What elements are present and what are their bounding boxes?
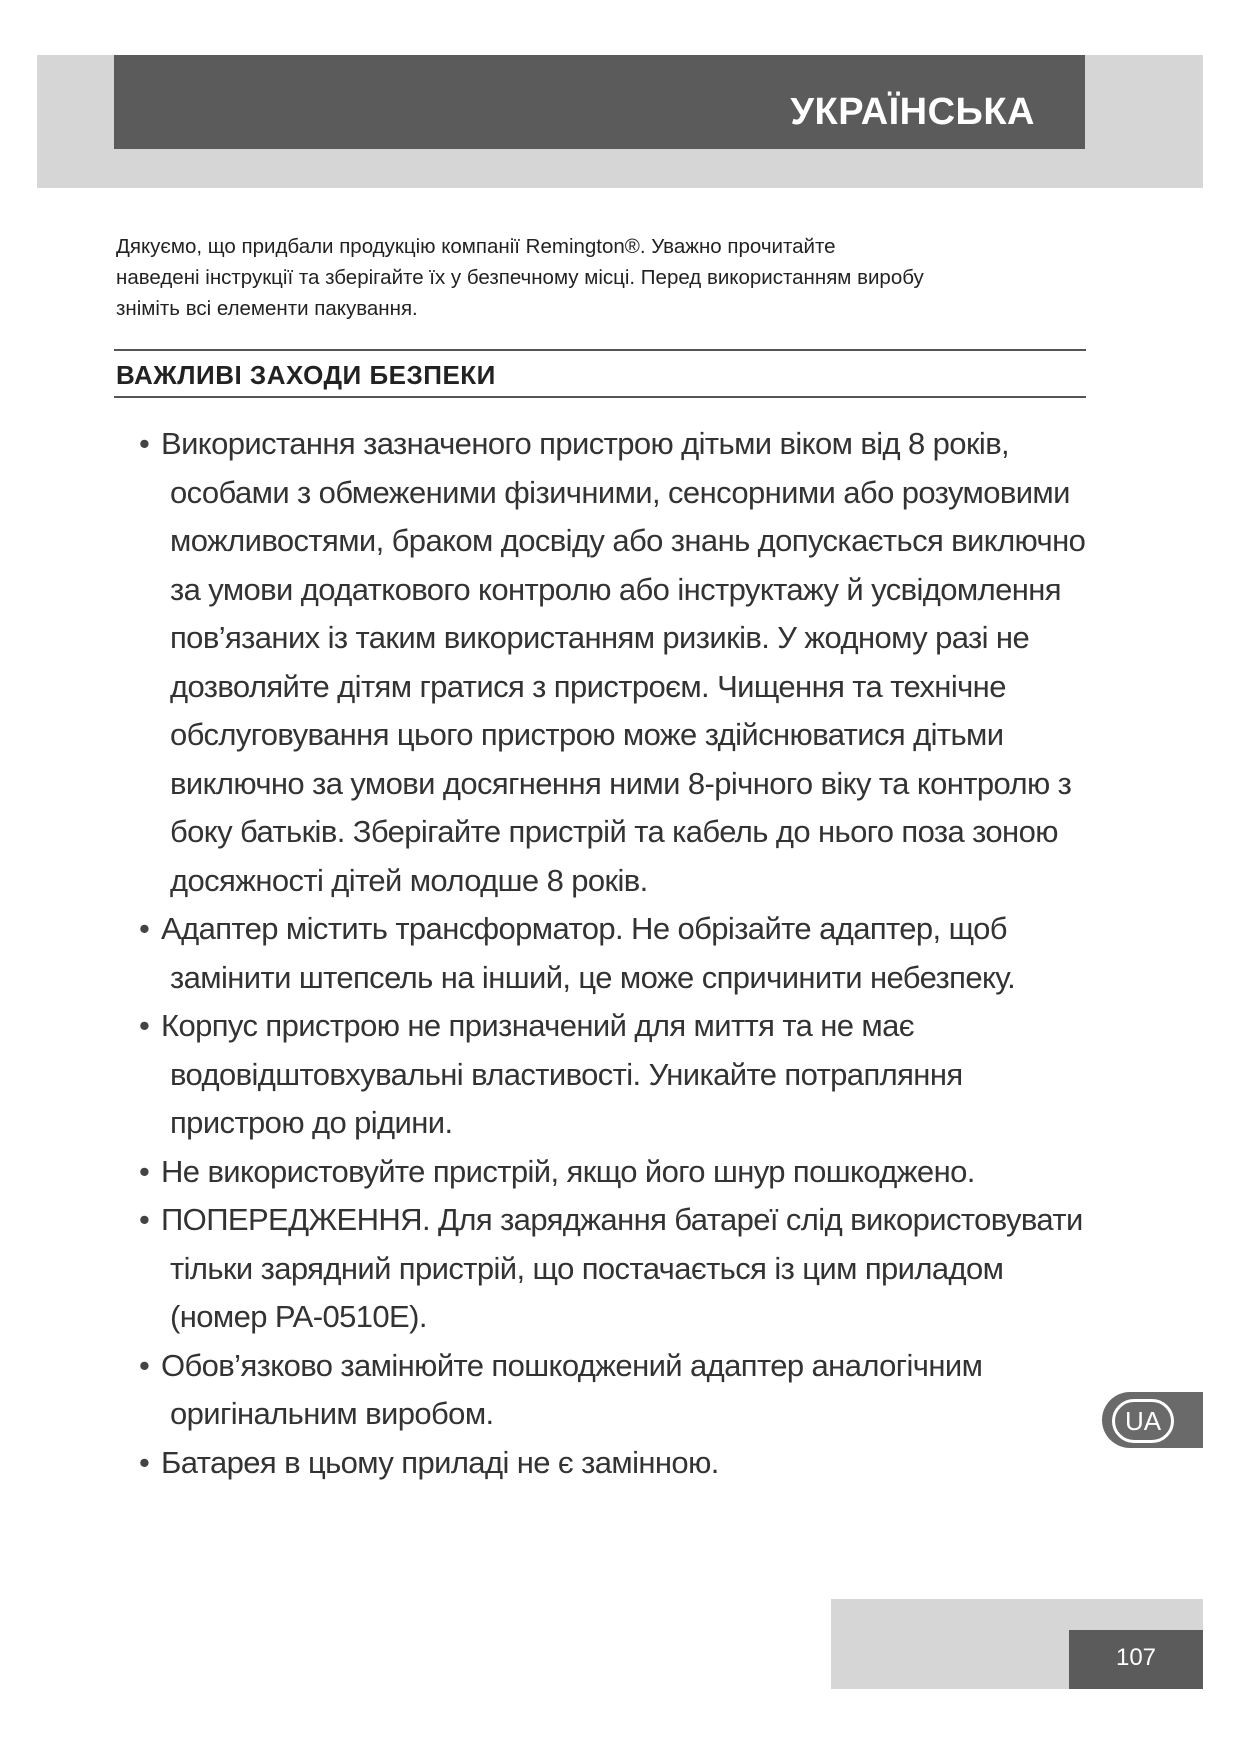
bullet-item bbox=[114, 420, 1094, 905]
intro-line: зніміть всі елементи пакування. bbox=[116, 297, 418, 320]
bullet-text: Корпус пристрою не призначений для миття та не має водовідштовхувальні властивості. Уникайте потрапляння пристрою до рідини. bbox=[161, 1008, 963, 1140]
bullet-text: ПОПЕРЕДЖЕННЯ. Для заряджання батареї слід використовувати тільки зарядний пристрій, що постачається із цим приладом (номер PA-0510E). bbox=[161, 1202, 1083, 1334]
bullet-item bbox=[114, 905, 1094, 1002]
bullet-item bbox=[114, 1439, 1094, 1488]
bullet-marker: • bbox=[139, 911, 150, 946]
language-title: УКРАЇНСЬКА bbox=[790, 91, 1035, 133]
bullet-text: Адаптер містить трансформатор. Не обрізайте адаптер, щоб замінити штепсель на інший, це може спричинити небезпеку. bbox=[161, 911, 1016, 995]
section-top-rule bbox=[114, 349, 1086, 351]
bullet-item bbox=[114, 1196, 1094, 1342]
intro-paragraph bbox=[116, 231, 1076, 324]
bullet-item bbox=[114, 1148, 1094, 1197]
bullet-text: Використання зазначеного пристрою дітьми віком від 8 років, особами з обмеженими фізичними, сенсорними або розумовими можливостями, браком досвіду або знань допускається виключно за умови додаткового контролю або інструктажу й усвідомлення пов’язаних із таким використанням ризиків. У жодному разі не дозволяйте дітям гратися з пристроєм. Чищення та технічне обслуговування цього пристрою може здійснюватися дітьми виключно за умови досягнення ними 8-річного віку та контролю з боку батьків. Зберігайте пристрій та кабель до нього поза зоною досяжності дітей молодше 8 років. bbox=[161, 426, 1086, 898]
bullet-text: Батарея в цьому приладі не є замінною. bbox=[161, 1444, 719, 1480]
language-badge: UA bbox=[1112, 1399, 1174, 1443]
bullet-marker: • bbox=[139, 1444, 150, 1480]
bullet-text: Не використовуйте пристрій, якщо його шнур пошкоджено. bbox=[161, 1153, 975, 1189]
bullet-item bbox=[114, 1002, 1094, 1148]
header-bar bbox=[114, 55, 1085, 149]
language-tab bbox=[1102, 1392, 1203, 1448]
footer-bar bbox=[1069, 1630, 1203, 1689]
safety-bullet-list bbox=[114, 420, 1094, 1487]
bullet-item bbox=[114, 1342, 1094, 1439]
section-title: ВАЖЛИВІ ЗАХОДИ БЕЗПЕКИ bbox=[116, 360, 496, 390]
page-number: 107 bbox=[1115, 1644, 1157, 1671]
section-bottom-rule bbox=[114, 396, 1086, 398]
bullet-marker: • bbox=[139, 1008, 150, 1043]
bullet-text: Обов’язково замінюйте пошкоджений адаптер аналогічним оригінальним виробом. bbox=[161, 1347, 983, 1431]
intro-line: наведені інструкції та зберігайте їх у безпечному місці. Перед використанням виробу bbox=[116, 266, 924, 289]
bullet-marker: • bbox=[139, 426, 150, 461]
bullet-marker: • bbox=[139, 1347, 150, 1383]
intro-line: Дякуємо, що придбали продукцію компанії Remington®. Уважно прочитайте bbox=[116, 235, 836, 258]
bullet-marker: • bbox=[139, 1202, 150, 1237]
bullet-marker: • bbox=[139, 1153, 150, 1189]
